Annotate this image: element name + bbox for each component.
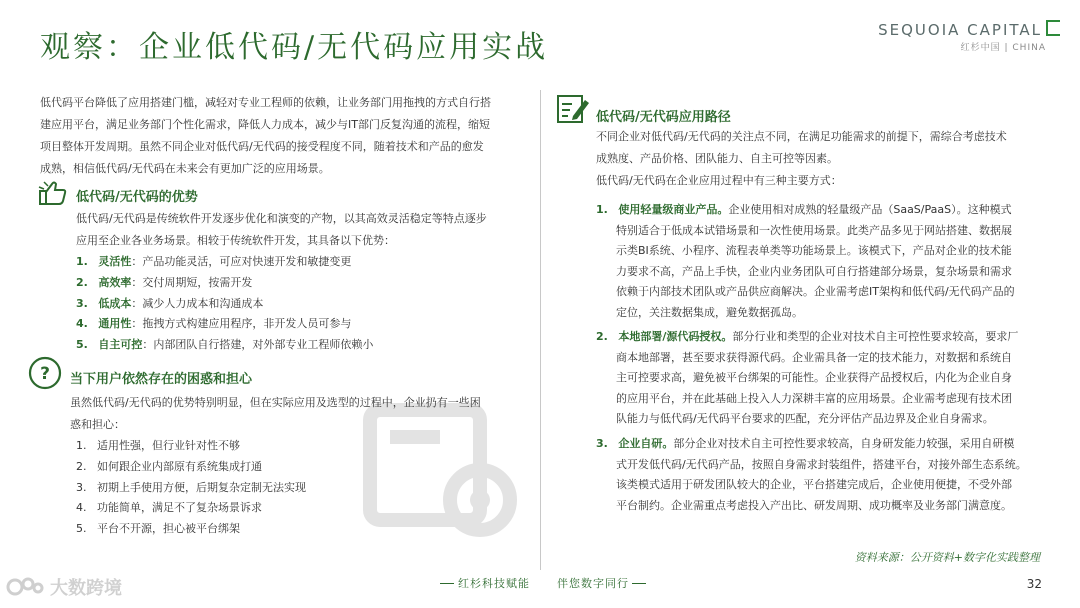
item-term: 低成本	[98, 296, 132, 310]
page-title: 观察：企业低代码/无代码应用实战	[40, 30, 549, 65]
thumbs-up-icon	[38, 180, 68, 210]
watermark-text: 大数跨境	[50, 578, 122, 599]
logo-mark-icon	[1046, 20, 1060, 36]
advantages-description	[76, 208, 531, 252]
list-item	[76, 436, 531, 457]
logo-subtitle: 红杉中国 | CHINA	[960, 43, 1046, 53]
item-number: 3.	[76, 296, 88, 310]
item-text: 平台不开源，担心被平台绑架	[97, 522, 240, 536]
item-number: 4.	[76, 317, 88, 331]
advantages-heading: 低代码/无代码的优势	[76, 190, 198, 205]
path-item-line: 式开发低代码/无代码产品，按照自身需求封装组件，搭建平台，对接外部生态系统。	[616, 457, 1027, 471]
item-term: 通用性	[98, 317, 132, 331]
path-item-line: 的应用平台，并在此基础上投入人力深耕丰富的应用场景。企业需考虑现有技术团	[616, 391, 1012, 405]
path-item-body	[596, 455, 1056, 517]
item-number: 5.	[76, 338, 88, 352]
list-item	[76, 273, 531, 294]
path-item-2	[596, 327, 1056, 430]
paths-intro-line: 低代码/无代码在企业应用过程中有三种主要方式：	[596, 174, 842, 187]
item-number: 1.	[596, 203, 608, 216]
path-item-line	[596, 200, 1056, 221]
question-circle-icon	[28, 356, 62, 394]
path-item-line: 依赖于内部技术团队或产品供应商解决。企业需考虑IT架构和低代码/无代码产品的	[616, 285, 1015, 298]
path-item-body	[596, 348, 1056, 430]
item-text: 功能简单，满足不了复杂场景诉求	[97, 501, 262, 515]
item-term: 自主可控	[98, 338, 143, 352]
item-number: 1.	[76, 439, 87, 452]
item-text: 部分企业对技术自主可控性要求较高，自身研发能力较强，采用自研模	[673, 437, 1015, 450]
paths-heading: 低代码/无代码应用路径	[596, 110, 731, 125]
concerns-description	[70, 392, 530, 436]
path-item-body	[596, 221, 1056, 324]
item-term: 高效率	[98, 275, 132, 289]
item-number: 3.	[76, 480, 87, 494]
item-number: 2.	[596, 330, 608, 343]
item-number: 2.	[76, 459, 87, 473]
item-term: 企业自研。	[618, 437, 674, 450]
list-item	[76, 335, 531, 356]
list-item	[76, 498, 531, 519]
item-text: ：交付周期短，按需开发	[131, 275, 253, 289]
logo-text: SEQUOIA CAPITAL	[878, 21, 1042, 39]
path-item-line: 特别适合于低成本试错场景和一次性使用场景。此类产品多见于网站搭建、数据展	[616, 223, 1012, 237]
item-text: 初期上手使用方便，后期复杂定制无法实现	[97, 480, 306, 494]
concerns-list	[76, 436, 531, 540]
path-item-3	[596, 434, 1056, 516]
item-text: 如何跟企业内部原有系统集成打通	[97, 459, 262, 473]
path-item-line: 示类BI系统、小程序、流程表单类等功能场景上。该模式下，产品对企业的技术能	[616, 244, 1012, 257]
column-divider	[540, 90, 541, 570]
path-item-line: 力要求不高，产品上手快，企业内业务团队可自行搭建部分场景，复杂场景和需求	[616, 264, 1012, 278]
document-edit-icon	[556, 92, 590, 128]
intro-line: 项目整体开发周期。虽然不同企业对低代码/无代码的接受程度不同，随着技术和产品的愈发	[40, 140, 484, 153]
footer-slogan-left: 红杉科技赋能	[458, 577, 530, 590]
item-text: 适用性强，但行业针对性不够	[97, 439, 240, 452]
paths-intro	[596, 126, 1056, 192]
path-item-line: 定位，关注数据集成，避免数据孤岛。	[616, 305, 803, 319]
concerns-desc-line: 虽然低代码/无代码的优势特别明显，但在实际应用及选型的过程中，企业扔有一些困	[70, 396, 481, 409]
list-item	[76, 252, 531, 273]
item-text: ：减少人力成本和沟通成本	[131, 296, 264, 310]
list-item	[76, 294, 531, 315]
item-text: ：拖拽方式构建应用程序，非开发人员可参与	[131, 317, 352, 331]
item-number: 5.	[76, 522, 87, 536]
footer-slogan-right: 伴您数字同行	[557, 577, 629, 590]
item-text: 企业使用相对成熟的轻量级产品（SaaS/PaaS）。这种模式	[728, 203, 1012, 216]
source-note: 资料来源：公开资料+数字化实践整理	[854, 551, 1040, 564]
concerns-heading: 当下用户依然存在的困惑和担心	[70, 372, 253, 387]
list-item	[76, 519, 531, 540]
path-item-line: 商本地部署，甚至要求获得源代码。企业需具备一定的技术能力，对数据和系统自	[616, 350, 1012, 364]
intro-line: 建应用平台，满足业务部门个性化需求，降低人力成本，减少与IT部门反复沟通的流程，缩短	[40, 118, 490, 131]
intro-line: 低代码平台降低了应用搭建门槛，减轻对专业工程师的依赖，让业务部门用拖拽的方式自行搭	[40, 96, 491, 109]
intro-paragraph	[40, 92, 530, 180]
footer-rule-left	[440, 583, 454, 584]
page-number: 32	[1026, 577, 1042, 591]
advantages-list	[76, 252, 531, 356]
item-term: 本地部署/源代码授权。	[618, 330, 733, 343]
footer-rule-right	[632, 583, 646, 584]
item-number: 1.	[76, 255, 88, 268]
path-item-1	[596, 200, 1056, 323]
path-item-line: 平台制约。企业需重点考虑投入产出比、研发周期、成功概率及业务部门满意度。	[616, 498, 1012, 512]
path-item-line: 队能力与低代码/无代码平台要求的匹配，充分评估产品边界及企业自身需求。	[616, 412, 994, 425]
item-number: 3.	[596, 437, 608, 450]
concerns-desc-line: 惑和担心：	[70, 418, 125, 431]
list-item	[76, 457, 531, 478]
advantages-desc-line: 应用至企业各业务场景。相较于传统软件开发，其具备以下优势：	[76, 234, 395, 247]
intro-line: 成熟，相信低代码/无代码在未来会有更加广泛的应用场景。	[40, 162, 330, 175]
list-item	[76, 478, 531, 499]
list-item	[76, 314, 531, 335]
paths-intro-line: 不同企业对低代码/无代码的关注点不同，在满足功能需求的前提下，需综合考虑技术	[596, 130, 1007, 143]
path-item-line	[596, 327, 1056, 348]
path-item-line	[596, 434, 1056, 455]
watermark-logo-icon	[6, 574, 46, 604]
item-term: 灵活性	[98, 255, 132, 268]
item-text: 部分行业和类型的企业对技术自主可控性要求较高，要求厂	[732, 330, 1019, 343]
path-item-line: 该类模式适用于研发团队较大的企业，平台搭建完成后，企业使用便捷，不受外部	[616, 478, 1012, 491]
advantages-desc-line: 低代码/无代码是传统软件开发逐步优化和演变的产物，以其高效灵活稳定等特点逐步	[76, 212, 487, 225]
svg-text:?: ?	[40, 364, 50, 384]
item-text: ：内部团队自行搭建，对外部专业工程师依赖小	[142, 338, 374, 352]
paths-intro-line: 成熟度、产品价格、团队能力、自主可控等因素。	[596, 152, 838, 165]
path-item-line: 主可控要求高，避免被平台绑架的可能性。企业获得产品授权后，内化为企业自身	[616, 371, 1012, 384]
item-number: 2.	[76, 275, 88, 289]
sequoia-logo	[878, 20, 1060, 39]
item-number: 4.	[76, 501, 87, 515]
item-term: 使用轻量级商业产品。	[618, 203, 729, 216]
item-text: ：产品功能灵活，可应对快速开发和敏捷变更	[131, 255, 352, 268]
